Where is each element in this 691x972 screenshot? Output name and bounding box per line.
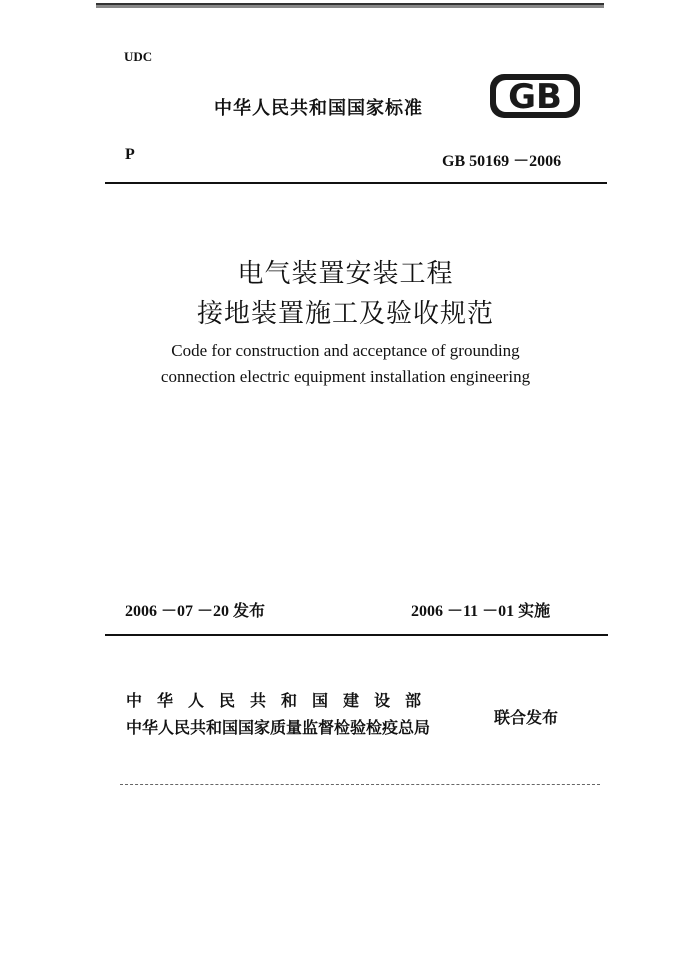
classification-code: P [125, 146, 135, 163]
top-border-rule [96, 3, 604, 8]
issuer-ministry: 中华人民共和国建设部 [126, 691, 437, 710]
joint-release-label: 联合发布 [494, 708, 559, 727]
gb-logo [488, 72, 582, 120]
implementation-date: 2006 －11 －01 实施 [411, 603, 551, 620]
standard-number: GB 50169 －2006 [442, 153, 562, 170]
bottom-dashed-rule [120, 784, 600, 785]
header-divider [105, 182, 607, 184]
dates-divider [105, 634, 608, 636]
issuer-aqsiq: 中华人民共和国国家质量监督检验检疫总局 [126, 718, 431, 737]
gb-logo-text: GB [508, 77, 562, 117]
chinese-title-line-1: 电气装置安装工程 [237, 259, 454, 289]
english-title-line-1: Code for construction and acceptance of grounding [171, 341, 520, 360]
chinese-title-line-2: 接地装置施工及验收规范 [196, 299, 494, 329]
standard-type-title: 中华人民共和国国家标准 [214, 98, 423, 119]
english-title-line-2: connection electric equipment installation engineering [160, 367, 531, 386]
issue-date: 2006 －07 －20 发布 [125, 603, 266, 620]
udc-label: UDC [124, 49, 153, 64]
